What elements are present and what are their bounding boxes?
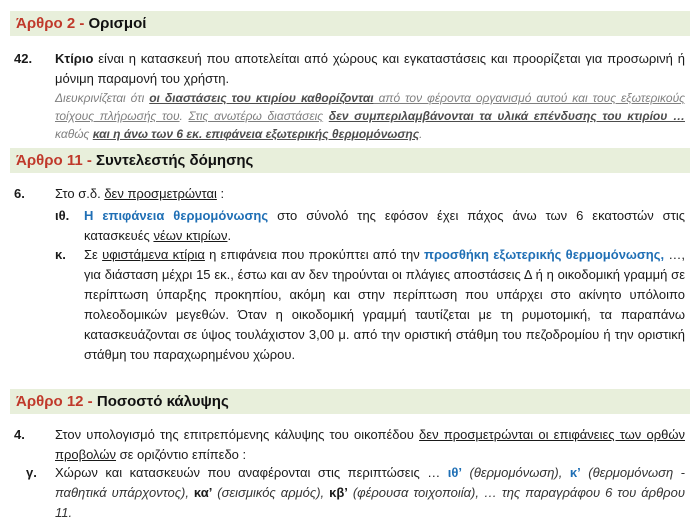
item-text: Χώρων και κατασκευών που αναφέρονται στις περιπτώσεις … ιθ’ (θερμομόνωση), κ’ (θερμομόνωση - παθητικά υπάρχοντος), κα’ (σεισμικός αρμός), κβ’ (φέρουσα τοιχοποιία), … της παραγράφου 6 του άρθρου 11. xyxy=(55,465,686,520)
section-number: Άρθρο 2 - xyxy=(16,15,85,32)
paragraph-number: 6. xyxy=(14,186,25,201)
defined-term: Κτίριο xyxy=(55,51,94,66)
definition-text: Κτίριο είναι η κατασκευή που αποτελείται από χώρους και εγκαταστάσεις και προορίζεται για προσωρινή ή μόνιμη παραμονή του χρήστη. xyxy=(55,51,685,86)
item-label: κ. xyxy=(55,247,66,262)
section-header-article-2 xyxy=(10,11,690,36)
section-header-article-11 xyxy=(10,148,690,173)
section-title: Συντελεστής δόμησης xyxy=(96,152,254,169)
section-number: Άρθρο 12 - xyxy=(16,393,93,410)
paragraph-intro: Στον υπολογισμό της επιτρεπόμενης κάλυψης του οικοπέδου δεν προσμετρώνται οι επιφάνειες των ορθών προβολών σε οριζόντιο επίπεδο : xyxy=(55,427,685,462)
section-title: Ποσοστό κάλυψης xyxy=(96,393,229,410)
section-number: Άρθρο 11 - xyxy=(16,152,92,169)
section-title: Ορισμοί xyxy=(88,15,147,32)
item-text: Σε υφιστάμενα κτίρια η επιφάνεια που προκύπτει από την προσθήκη εξωτερικής θερμομόνωσης, …, για διάσταση μέχρι 15 εκ., έστω και αν δεν τηρούνται οι πλάγιες αποστάσεις Δ ή η οικοδομική γραμμή σε περίπτωση ύπαρξης προκηπίου, ακόμη και στην περίπτωση που υπάρχει στο ακίνητο υπόλοιπο πολεοδομικών μεγεθών. Όταν η οικοδομική γραμμή ταυτίζεται με τη ρυμοτομική, τα παραπάνω κατασκευάζονται σε ύψος τουλάχιστον 3,00 μ. από την οριστική στάθμη του πεζοδρομίου ή την οριστική στάθμη του παραχωρημένου χώρου. xyxy=(84,247,686,362)
clarification-note: Διευκρινίζεται ότι οι διαστάσεις του κτιρίου καθορίζονται από τον φέροντα οργανισμό αυτού και τους εξωτερικούς τοίχους πλήρωσής του. Στις ανωτέρω διαστάσεις δεν συμπεριλαμβάνονται τα υλικά επένδυσης του κτιρίου … καθώς και η άνω των 6 εκ. επιφάνεια εξωτερικής θερμομόνωσης. xyxy=(55,91,685,141)
item-label: ιθ. xyxy=(55,208,70,223)
section-header-article-12 xyxy=(10,389,690,414)
paragraph-number: 4. xyxy=(14,427,25,442)
item-text: Η επιφάνεια θερμομόνωσης στο σύνολό της εφόσον έχει πάχος άνω των 6 εκατοστών στις κατασκευές νέων κτιρίων. xyxy=(84,208,685,243)
item-label: γ. xyxy=(26,465,37,480)
paragraph-intro: Στο σ.δ. δεν προσμετρώνται : xyxy=(55,186,225,201)
paragraph-number: 42. xyxy=(14,51,33,66)
